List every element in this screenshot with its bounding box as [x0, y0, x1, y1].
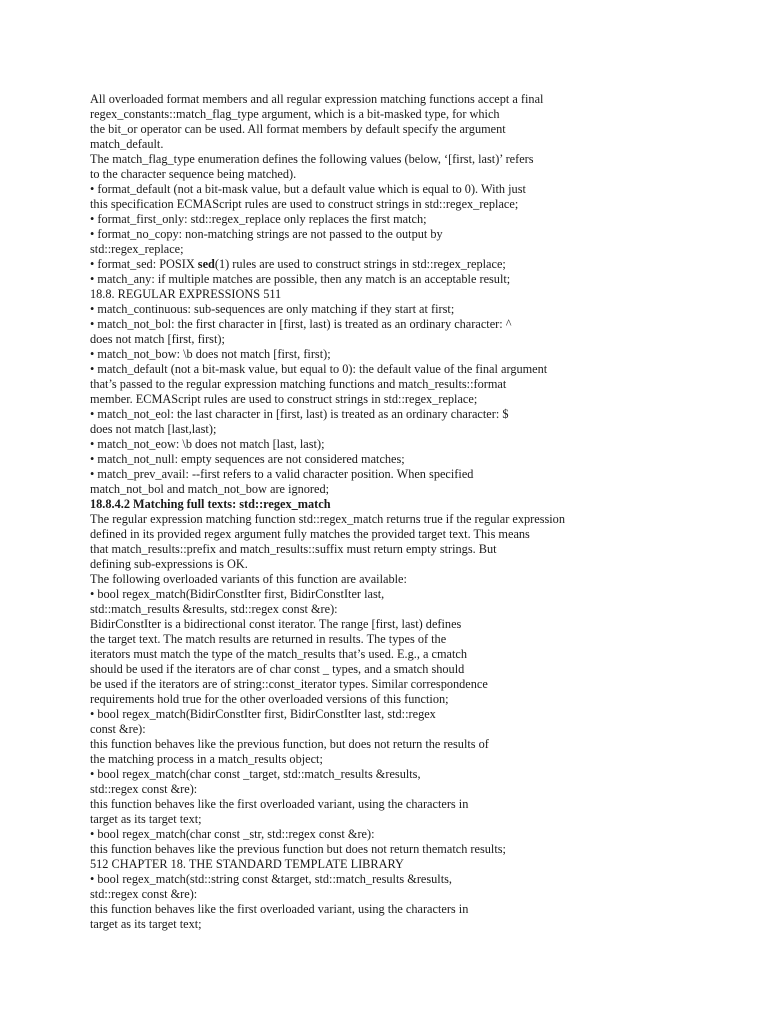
text-line: should be used if the iterators are of char const _ types, and a smatch should — [90, 662, 465, 676]
text-line: std::regex const &re): — [90, 782, 198, 796]
text-line: • bool regex_match(char const _str, std::regex const &re): — [90, 827, 375, 841]
text-line: • match_not_null: empty sequences are not considered matches; — [90, 452, 405, 466]
text-line: this function behaves like the first overloaded variant, using the characters in — [90, 902, 469, 916]
text-line: • bool regex_match(BidirConstIter first, BidirConstIter last, std::regex — [90, 707, 436, 721]
text-line: that’s passed to the regular expression matching functions and match_results::format — [90, 377, 507, 391]
text-line: be used if the iterators are of string::const_iterator types. Similar correspondence — [90, 677, 488, 691]
text-line: this function behaves like the first overloaded variant, using the characters in — [90, 797, 469, 811]
text-line: this function behaves like the previous function, but does not return the results of — [90, 737, 489, 751]
text-line: does not match [last,last); — [90, 422, 217, 436]
text-line: • bool regex_match(BidirConstIter first, BidirConstIter last, — [90, 587, 385, 601]
text-line: The regular expression matching function std::regex_match returns true if the regular expression — [90, 512, 565, 526]
text-line: All overloaded format members and all regular expression matching functions accept a final — [90, 92, 544, 106]
text-line: • format_no_copy: non-matching strings are not passed to the output by — [90, 227, 443, 241]
text-line: 512 CHAPTER 18. THE STANDARD TEMPLATE LIBRARY — [90, 857, 404, 871]
text-segment: (1) rules are used to construct strings in std::regex_replace; — [214, 257, 506, 271]
text-line: member. ECMAScript rules are used to construct strings in std::regex_replace; — [90, 392, 478, 406]
text-line: target as its target text; — [90, 812, 202, 826]
section-heading: 18.8.4.2 Matching full texts: std::regex_match — [90, 497, 331, 511]
text-line: this function behaves like the previous function but does not return thematch results; — [90, 842, 506, 856]
text-line: • match_not_bol: the first character in [first, last) is treated as an ordinary character: ^ — [90, 317, 512, 331]
text-line: std::match_results &results, std::regex const &re): — [90, 602, 338, 616]
text-line: BidirConstIter is a bidirectional const iterator. The range [first, last) defines — [90, 617, 462, 631]
document-body — [90, 92, 690, 932]
text-line: to the character sequence being matched). — [90, 167, 297, 181]
text-line: the bit_or operator can be used. All format members by default specify the argument — [90, 122, 506, 136]
text-line: • match_continuous: sub-sequences are only matching if they start at first; — [90, 302, 455, 316]
text-line: • match_not_eow: \b does not match [last, last); — [90, 437, 325, 451]
text-line: • match_prev_avail: --first refers to a valid character position. When specified — [90, 467, 474, 481]
text-line: The match_flag_type enumeration defines the following values (below, ‘[first, last)’ refers — [90, 152, 534, 166]
text-line: const &re): — [90, 722, 146, 736]
text-line: • bool regex_match(std::string const &target, std::match_results &results, — [90, 872, 452, 886]
text-line: std::regex_replace; — [90, 242, 184, 256]
text-line: defining sub-expressions is OK. — [90, 557, 248, 571]
text-line: defined in its provided regex argument fully matches the provided target text. This means — [90, 527, 530, 541]
text-line: • format_default (not a bit-mask value, but a default value which is equal to 0). With just — [90, 182, 526, 196]
text-line: the matching process in a match_results object; — [90, 752, 323, 766]
text-line: iterators must match the type of the match_results that’s used. E.g., a cmatch — [90, 647, 468, 661]
text-line: • match_default (not a bit-mask value, but equal to 0): the default value of the final argument — [90, 362, 548, 376]
text-line: • bool regex_match(char const _target, std::match_results &results, — [90, 767, 421, 781]
text-line: target as its target text; — [90, 917, 202, 931]
text-line — [90, 257, 690, 272]
text-line: match_default. — [90, 137, 164, 151]
text-line: • format_first_only: std::regex_replace only replaces the first match; — [90, 212, 427, 226]
text-line: that match_results::prefix and match_results::suffix must return empty strings. But — [90, 542, 497, 556]
text-line: The following overloaded variants of this function are available: — [90, 572, 407, 586]
text-line: does not match [first, first); — [90, 332, 225, 346]
text-line: regex_constants::match_flag_type argument, which is a bit-masked type, for which — [90, 107, 500, 121]
text-line: the target text. The match results are returned in results. The types of the — [90, 632, 447, 646]
bold-command-name: sed — [197, 257, 215, 271]
text-line: 18.8. REGULAR EXPRESSIONS 511 — [90, 287, 282, 301]
text-line: • match_not_bow: \b does not match [first, first); — [90, 347, 331, 361]
text-segment: • format_sed: POSIX — [90, 257, 198, 271]
text-line: std::regex const &re): — [90, 887, 198, 901]
text-line: requirements hold true for the other overloaded versions of this function; — [90, 692, 449, 706]
text-line: match_not_bol and match_not_bow are ignored; — [90, 482, 330, 496]
text-line: • match_any: if multiple matches are possible, then any match is an acceptable result; — [90, 272, 511, 286]
text-line: • match_not_eol: the last character in [first, last) is treated as an ordinary character: $ — [90, 407, 509, 421]
text-line: this specification ECMAScript rules are used to construct strings in std::regex_replace; — [90, 197, 519, 211]
